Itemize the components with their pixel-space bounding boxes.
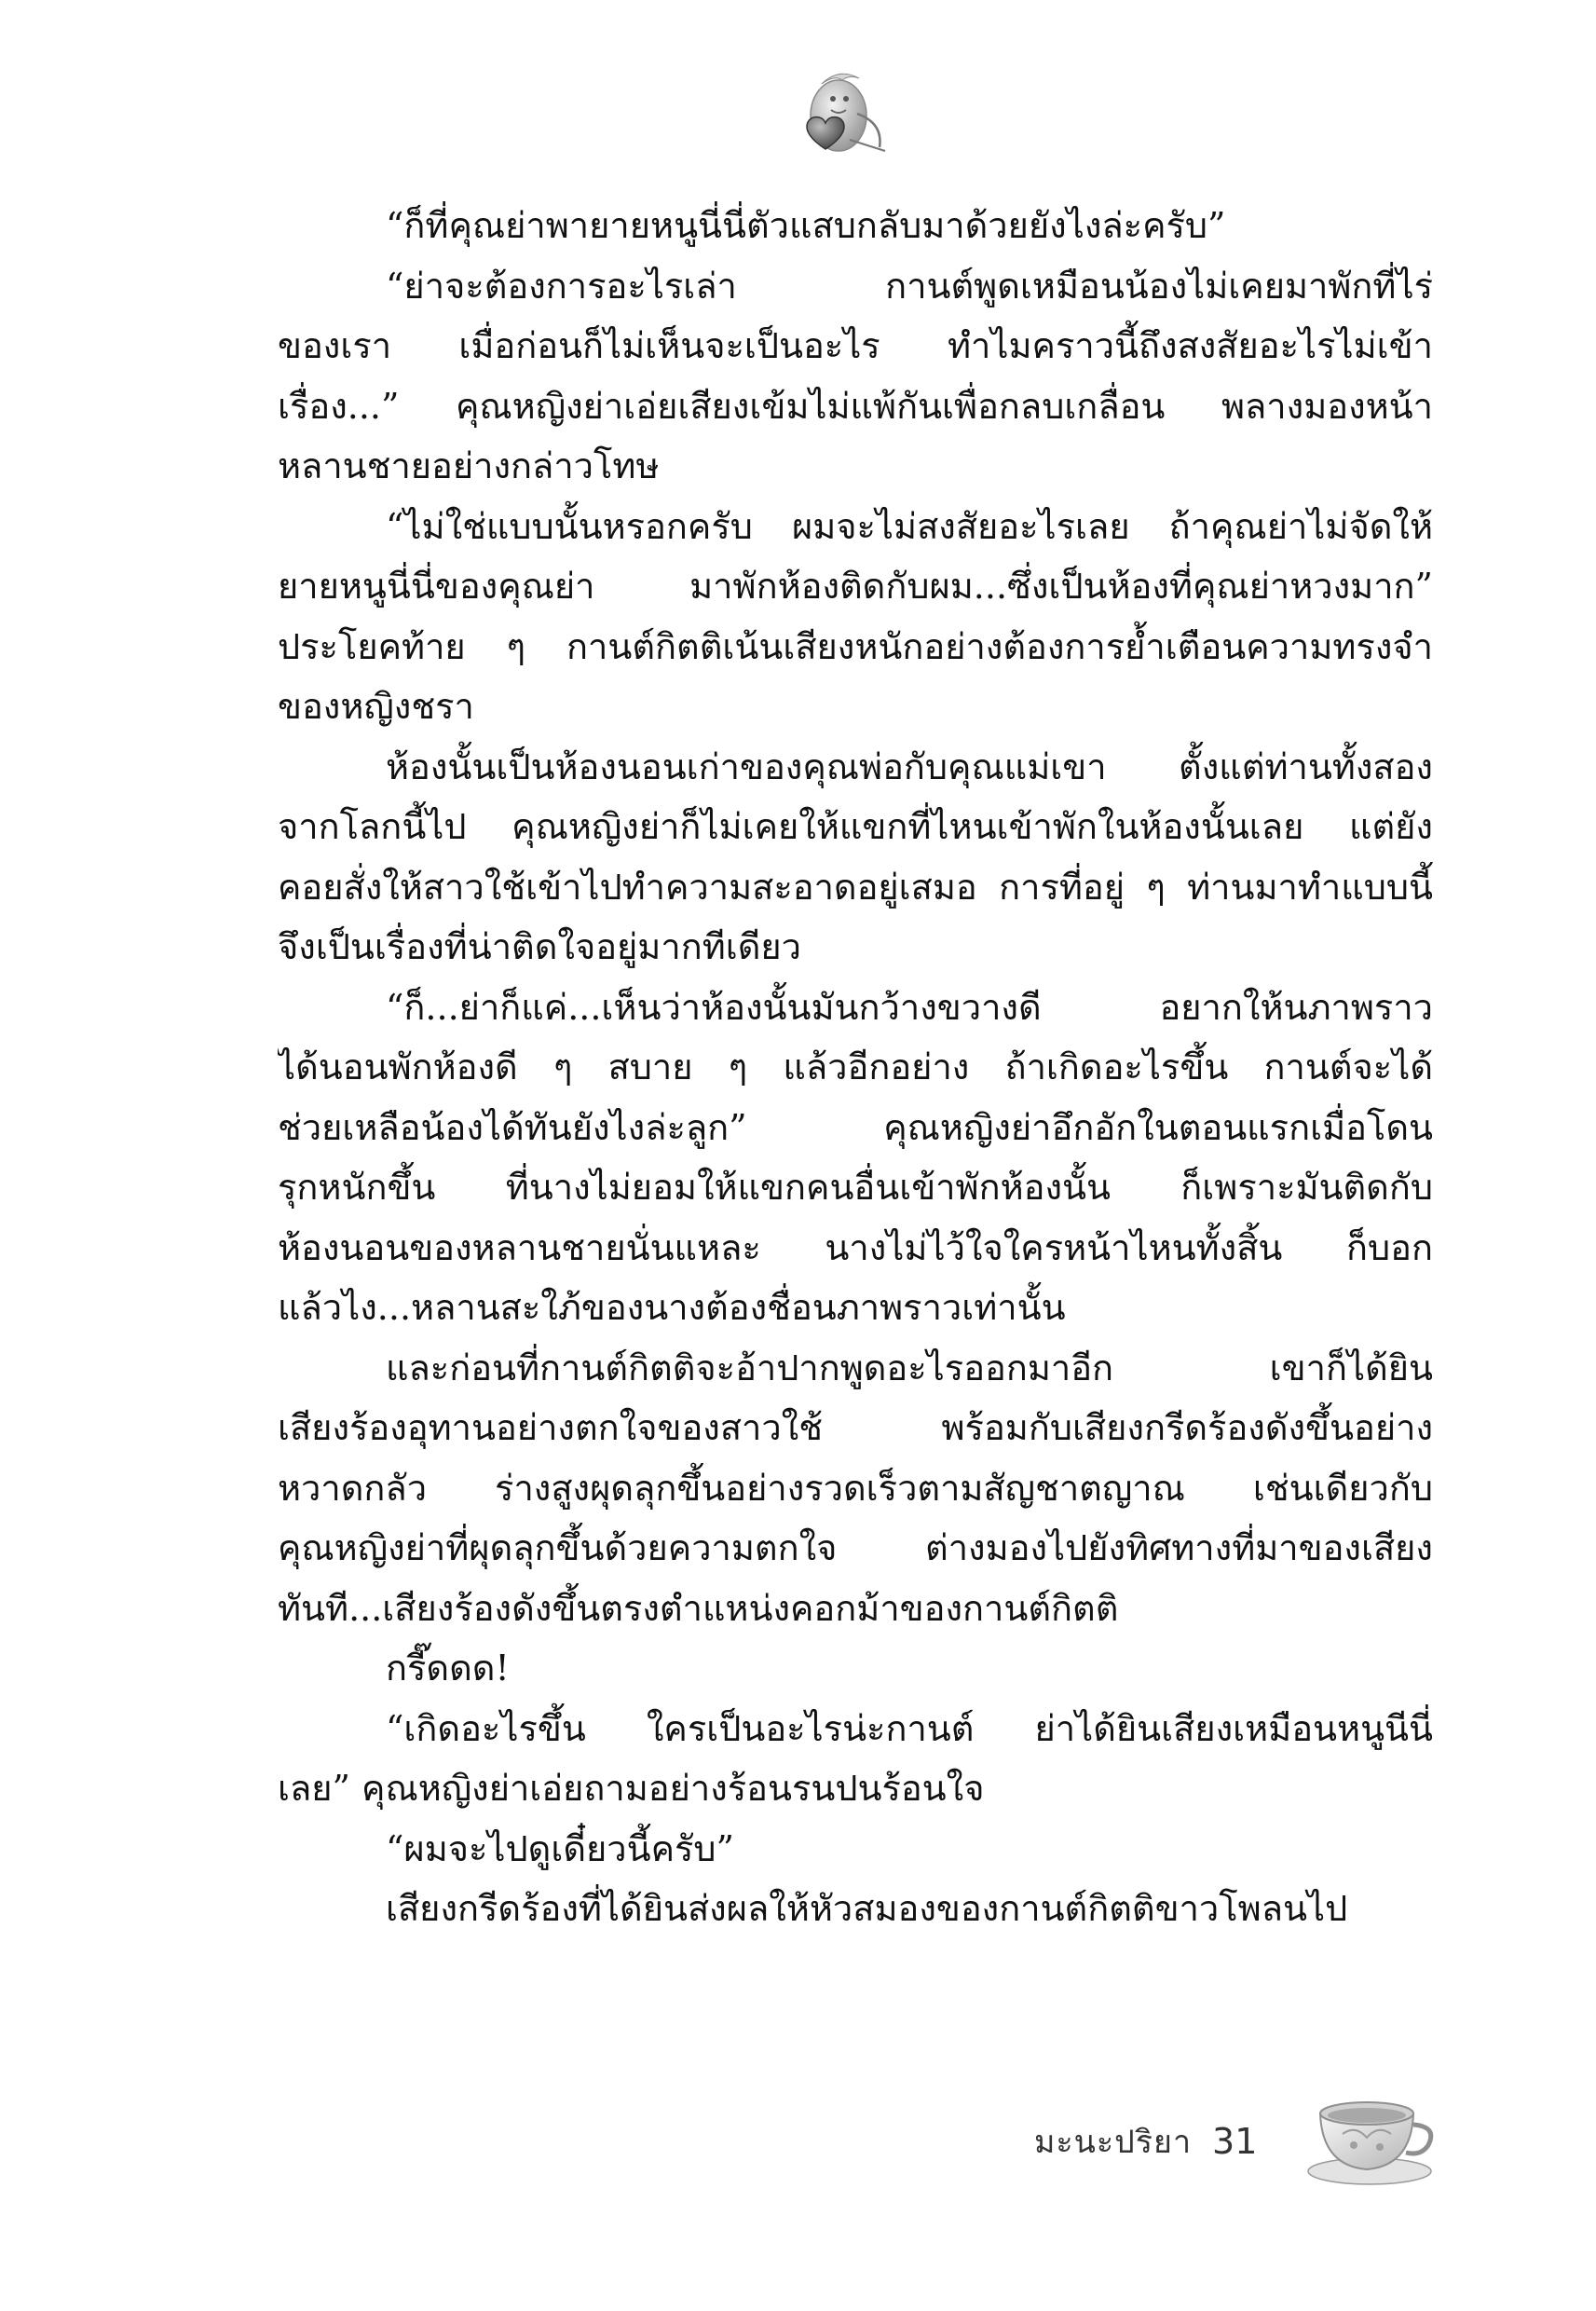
teacup-icon <box>1300 2080 1439 2192</box>
text-line: เลย” คุณหญิงย่าเอ่ยถามอย่างร้อนรนปนร้อนใจ <box>278 1768 985 1809</box>
text-line: “ก็ที่คุณย่าพายายหนูนี่นี่ตัวแสบกลับมาด้วยยังไงล่ะครับ” <box>386 205 1226 246</box>
text-line: รุกหนักขึ้น ที่นางไม่ยอมให้แขกคนอื่นเข้าพักห้องนั้น ก็เพราะมันติดกับ <box>278 1167 1433 1208</box>
text-line: คุณหญิงย่าที่ผุดลุกขึ้นด้วยความตกใจ ต่างมองไปยังทิศทางที่มาของเสียง <box>278 1527 1433 1568</box>
text-line: และก่อนที่กานต์กิตติจะอ้าปากพูดอะไรออกมาอีก เขาก็ได้ยิน <box>386 1347 1433 1388</box>
text-line: เสียงกรีดร้องที่ได้ยินส่งผลให้หัวสมองของกานต์กิตติขาวโพลนไป <box>386 1888 1348 1929</box>
text-line: หวาดกลัว ร่างสูงผุดลุกขึ้นอย่างรวดเร็วตามสัญชาตญาณ เช่นเดียวกับ <box>278 1467 1433 1509</box>
text-line: ประโยคท้าย ๆ กานต์กิตติเน้นเสียงหนักอย่างต้องการย้ำเตือนความทรงจำ <box>278 625 1433 667</box>
text-line: ของเรา เมื่อก่อนก็ไม่เห็นจะเป็นอะไร ทำไมคราวนี้ถึงสงสัยอะไรไม่เข้า <box>278 325 1433 366</box>
text-line: ห้องนั้นเป็นห้องนอนเก่าของคุณพ่อกับคุณแม่เขา ตั้งแต่ท่านทั้งสอง <box>386 745 1433 787</box>
book-title: มะนะปริยา <box>1034 2124 1193 2161</box>
text-line: หลานชายอย่างกล่าวโทษ <box>278 445 660 486</box>
text-line: ช่วยเหลือน้องได้ทันยังไงล่ะลูก” คุณหญิงย่าอึกอักในตอนแรกเมื่อโดน <box>278 1106 1433 1148</box>
text-line: “ผมจะไปดูเดี๋ยวนี้ครับ” <box>386 1827 734 1869</box>
text-line: “เกิดอะไรขึ้น ใครเป็นอะไรน่ะกานต์ ย่าได้ยินเสียงเหมือนหนูนีนี่ <box>386 1707 1433 1749</box>
text-line: “ก็...ย่าก็แค่...เห็นว่าห้องนั้นมันกว้างขวางดี อยากให้นภาพราว <box>386 986 1433 1028</box>
text-line: “ย่าจะต้องการอะไรเล่า กานต์พูดเหมือนน้องไม่เคยมาพักที่ไร่ <box>386 265 1433 307</box>
text-line: กรี๊ดดด! <box>386 1648 510 1689</box>
text-line: เสียงร้องอุทานอย่างตกใจของสาวใช้ พร้อมกับเสียงกรีดร้องดังขึ้นอย่าง <box>278 1407 1433 1448</box>
text-line: เรื่อง...” คุณหญิงย่าเอ่ยเสียงเข้มไม่แพ้กันเพื่อกลบเกลื่อน พลางมองหน้า <box>278 385 1433 427</box>
page-footer <box>1034 2113 1257 2169</box>
text-line: ยายหนูนี่นี่ของคุณย่า มาพักห้องติดกับผม...ซึ่งเป็นห้องที่คุณย่าหวงมาก” <box>278 566 1433 607</box>
text-line: จากโลกนี้ไป คุณหญิงย่าก็ไม่เคยให้แขกที่ไหนเข้าพักในห้องนั้นเลย แต่ยัง <box>278 806 1433 847</box>
text-line: ได้นอนพักห้องดี ๆ สบาย ๆ แล้วอีกอย่าง ถ้าเกิดอะไรขึ้น กานต์จะได้ <box>278 1046 1433 1087</box>
text-line: แล้วไง...หลานสะใภ้ของนางต้องชื่อนภาพราวเท่านั้น <box>278 1287 1066 1328</box>
text-line: ห้องนอนของหลานชายนั่นแหละ นางไม่ไว้ใจใครหน้าไหนทั้งสิ้น ก็บอก <box>278 1226 1433 1268</box>
text-line: คอยสั่งให้สาวใช้เข้าไปทำความสะอาดอยู่เสมอ การที่อยู่ ๆ ท่านมาทำแบบนี้ <box>278 866 1433 908</box>
page-body <box>278 196 1433 1939</box>
text-line: ทันที...เสียงร้องดังขึ้นตรงตำแหน่งคอกม้าของกานต์กิตติ <box>278 1587 1119 1629</box>
text-line: “ไม่ใช่แบบนั้นหรอกครับ ผมจะไม่สงสัยอะไรเลย ถ้าคุณย่าไม่จัดให้ <box>386 505 1433 547</box>
page-number: 31 <box>1212 2121 1258 2162</box>
text-line: ของหญิงชรา <box>278 686 474 727</box>
cupid-with-heart-icon <box>794 58 896 160</box>
text-line: จึงเป็นเรื่องที่น่าติดใจอยู่มากทีเดียว <box>278 926 802 967</box>
